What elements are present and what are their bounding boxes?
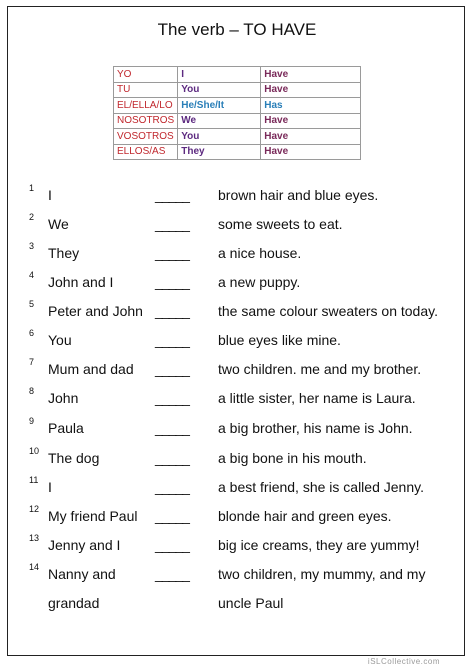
exercise-row xyxy=(0,241,474,267)
exercise-predicate: blue eyes like mine. xyxy=(218,332,341,348)
exercise-predicate: the same colour sweaters on today. xyxy=(218,303,438,319)
conjugation-row xyxy=(114,67,361,83)
spanish-pronoun: ELLOS/AS xyxy=(114,144,178,160)
exercise-subject: We xyxy=(48,216,69,232)
exercise-predicate: a best friend, she is called Jenny. xyxy=(218,479,424,495)
exercise-predicate: blonde hair and green eyes. xyxy=(218,508,392,524)
exercise-subject-continuation: grandad xyxy=(48,595,100,611)
exercise-row xyxy=(0,183,474,209)
exercise-subject: The dog xyxy=(48,450,100,466)
spanish-pronoun: VOSOTROS xyxy=(114,129,178,145)
exercise-predicate: a nice house. xyxy=(218,245,302,261)
verb-form: Have xyxy=(261,113,361,129)
spanish-pronoun: EL/ELLA/LO xyxy=(114,98,178,114)
english-pronoun: We xyxy=(178,113,261,129)
exercise-row xyxy=(0,299,474,325)
worksheet-title: The verb – TO HAVE xyxy=(157,20,317,39)
exercise-number: 7 xyxy=(29,357,35,367)
exercise-row xyxy=(0,475,474,501)
verb-form: Have xyxy=(261,144,361,160)
exercise-row xyxy=(0,446,474,472)
spanish-pronoun: YO xyxy=(114,67,178,83)
answer-blank[interactable]: _____ xyxy=(155,537,189,553)
verb-form: Have xyxy=(261,67,361,83)
exercise-row xyxy=(0,212,474,238)
answer-blank[interactable]: _____ xyxy=(155,450,189,466)
exercise-row xyxy=(0,504,474,530)
exercise-predicate: some sweets to eat. xyxy=(218,216,343,232)
exercise-number: 12 xyxy=(29,504,40,514)
exercise-number: 1 xyxy=(29,183,35,193)
exercise-number: 3 xyxy=(29,241,35,251)
exercise-subject: Peter and John xyxy=(48,303,143,319)
english-pronoun: He/She/It xyxy=(178,98,261,114)
exercise-subject: John and I xyxy=(48,274,114,290)
english-pronoun: They xyxy=(178,144,261,160)
conjugation-row xyxy=(114,98,361,114)
answer-blank[interactable]: _____ xyxy=(155,420,189,436)
exercise-subject: My friend Paul xyxy=(48,508,138,524)
conjugation-table xyxy=(113,66,361,160)
exercise-number: 5 xyxy=(29,299,35,309)
exercise-predicate: a big bone in his mouth. xyxy=(218,450,367,466)
exercise-number: 13 xyxy=(29,533,40,543)
exercise-predicate: two children. me and my brother. xyxy=(218,361,422,377)
spanish-pronoun: TU xyxy=(114,82,178,98)
exercise-row xyxy=(0,357,474,383)
answer-blank[interactable]: _____ xyxy=(155,390,189,406)
conjugation-row xyxy=(114,82,361,98)
conjugation-row xyxy=(114,129,361,145)
english-pronoun: You xyxy=(178,82,261,98)
exercise-row xyxy=(0,328,474,354)
exercise-predicate: big ice creams, they are yummy! xyxy=(218,537,420,553)
exercise-row xyxy=(0,270,474,296)
conjugation-row xyxy=(114,113,361,129)
exercise-number: 14 xyxy=(29,562,40,572)
english-pronoun: You xyxy=(178,129,261,145)
answer-blank[interactable]: _____ xyxy=(155,479,189,495)
english-pronoun: I xyxy=(178,67,261,83)
exercise-predicate: a big brother, his name is John. xyxy=(218,420,413,436)
exercise-subject: Mum and dad xyxy=(48,361,134,377)
exercise-number: 9 xyxy=(29,416,35,426)
exercise-row xyxy=(0,562,474,588)
exercise-subject: Nanny and xyxy=(48,566,116,582)
exercise-number: 6 xyxy=(29,328,35,338)
exercise-number: 8 xyxy=(29,386,35,396)
exercise-predicate-continuation: uncle Paul xyxy=(218,595,284,611)
answer-blank[interactable]: _____ xyxy=(155,216,189,232)
exercise-subject: Jenny and I xyxy=(48,537,121,553)
exercise-predicate: two children, my mummy, and my xyxy=(218,566,426,582)
exercise-subject: You xyxy=(48,332,72,348)
answer-blank[interactable]: _____ xyxy=(155,245,189,261)
exercise-number: 10 xyxy=(29,446,40,456)
exercise-row xyxy=(0,386,474,412)
verb-form: Has xyxy=(261,98,361,114)
exercise-subject: I xyxy=(48,479,52,495)
answer-blank[interactable]: _____ xyxy=(155,508,189,524)
verb-form: Have xyxy=(261,82,361,98)
exercise-row xyxy=(0,416,474,442)
answer-blank[interactable]: _____ xyxy=(155,332,189,348)
answer-blank[interactable]: _____ xyxy=(155,361,189,377)
exercise-predicate: a little sister, her name is Laura. xyxy=(218,390,416,406)
exercise-subject: I xyxy=(48,187,52,203)
exercise-subject: Paula xyxy=(48,420,84,436)
answer-blank[interactable]: _____ xyxy=(155,187,189,203)
exercise-subject: John xyxy=(48,390,79,406)
exercise-row xyxy=(0,533,474,559)
answer-blank[interactable]: _____ xyxy=(155,303,189,319)
exercise-predicate: brown hair and blue eyes. xyxy=(218,187,379,203)
exercise-continuation-row xyxy=(0,595,474,617)
spanish-pronoun: NOSOTROS xyxy=(114,113,178,129)
exercise-number: 4 xyxy=(29,270,35,280)
exercise-number: 2 xyxy=(29,212,35,222)
answer-blank[interactable]: _____ xyxy=(155,274,189,290)
exercise-predicate: a new puppy. xyxy=(218,274,301,290)
answer-blank[interactable]: _____ xyxy=(155,566,189,582)
verb-form: Have xyxy=(261,129,361,145)
conjugation-row xyxy=(114,144,361,160)
exercise-number: 11 xyxy=(29,475,39,485)
footer-watermark: iSLCollective.com xyxy=(367,657,440,666)
exercise-subject: They xyxy=(48,245,80,261)
